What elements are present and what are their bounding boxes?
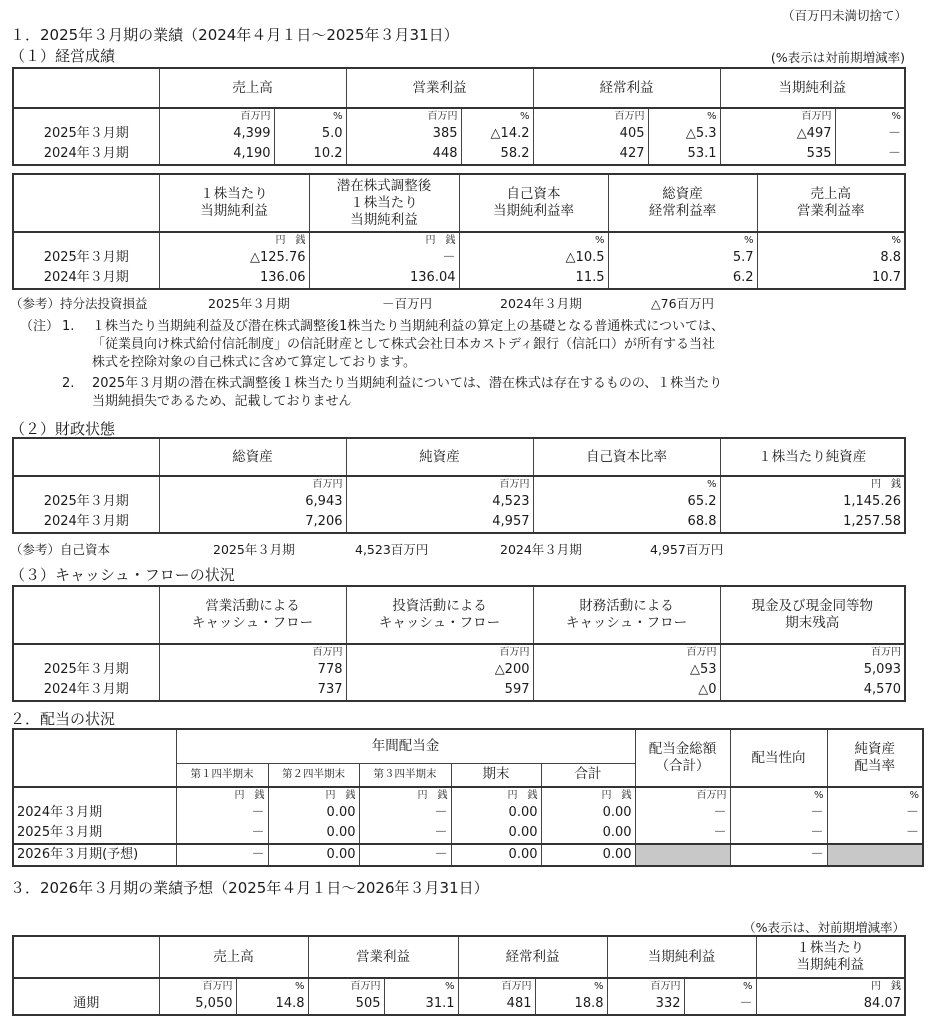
- table-row: [13, 512, 905, 533]
- header-financing-cf: 財務活動による キャッシュ・フロー: [533, 586, 720, 644]
- unit-cell: 円 銭: [159, 232, 309, 248]
- header-sales: 売上高: [159, 936, 308, 978]
- sub2-title: （２）財政状態: [10, 420, 116, 438]
- rounding-note: （百万円未満切捨て）: [781, 8, 907, 23]
- value-cell: 0.00: [451, 823, 541, 844]
- value-cell: －: [635, 803, 730, 823]
- value-cell: 0.00: [268, 803, 359, 823]
- unit-cell: 百万円: [159, 476, 346, 492]
- equity-period2: 2024年３月期: [500, 542, 582, 557]
- value-cell: 405: [533, 124, 648, 144]
- corner-cell: [13, 438, 159, 476]
- value-cell: 1,257.58: [720, 512, 905, 533]
- value-cell: 6.2: [608, 268, 757, 289]
- note1-number: 1.: [62, 319, 75, 334]
- unit-cell: 百万円: [533, 108, 648, 124]
- value-cell: －: [359, 803, 451, 823]
- header-total-assets: 総資産: [159, 438, 346, 476]
- corner-cell: [13, 936, 159, 978]
- value-cell: －: [827, 823, 923, 844]
- unit-cell: %: [384, 978, 458, 994]
- unit-cell: 百万円: [720, 644, 905, 660]
- value-cell: 332: [607, 994, 684, 1015]
- header-ordinary-income: 経常利益: [458, 936, 607, 978]
- header-payout-ratio: 配当性向: [730, 729, 827, 787]
- value-cell: 427: [533, 144, 648, 165]
- unit-cell: 百万円: [533, 644, 720, 660]
- unit-cell: 百万円: [346, 108, 461, 124]
- header-sales: 売上高: [159, 68, 346, 108]
- unit-cell: %: [608, 232, 757, 248]
- unit-blank: [13, 476, 159, 492]
- value-cell: －: [835, 124, 905, 144]
- unit-cell: 百万円: [607, 978, 684, 994]
- value-cell: 4,523: [346, 492, 533, 512]
- unit-blank: [13, 644, 159, 660]
- equity-value1: 4,523百万円: [355, 542, 429, 557]
- value-cell: －: [309, 248, 459, 268]
- row-label: 通期: [13, 994, 159, 1015]
- unit-cell: %: [757, 232, 905, 248]
- value-cell: 58.2: [461, 144, 533, 165]
- header-net-assets: 純資産: [346, 438, 533, 476]
- table-row: [13, 144, 905, 165]
- unit-cell: 百万円: [159, 108, 274, 124]
- value-cell: 6,943: [159, 492, 346, 512]
- table-row: [13, 823, 923, 844]
- shaded-cell: [827, 844, 923, 866]
- header-operating-margin: 売上高 営業利益率: [757, 174, 905, 232]
- value-cell: 0.00: [268, 823, 359, 844]
- equity-method-label: （参考）持分法投資損益: [10, 296, 148, 311]
- value-cell: 448: [346, 144, 461, 165]
- header-roe: 自己資本 当期純利益率: [459, 174, 608, 232]
- header-total-dividends: 配当金総額 （合計）: [635, 729, 730, 787]
- row-label: 2025年３月期: [13, 660, 159, 680]
- unit-cell: 円 銭: [756, 978, 905, 994]
- value-cell: △125.76: [159, 248, 309, 268]
- value-cell: △200: [346, 660, 533, 680]
- header-annual-dividends: 年間配当金: [176, 729, 635, 763]
- value-cell: 737: [159, 680, 346, 701]
- value-cell: －: [730, 844, 827, 866]
- unit-blank: [13, 108, 159, 124]
- equity-method-period1: 2025年３月期: [208, 296, 290, 311]
- note2-number: 2.: [62, 376, 75, 391]
- value-cell: 14.8: [236, 994, 308, 1015]
- table-row-forecast: [13, 844, 923, 866]
- section3-title: ３．2026年３月期の業績予想（2025年４月１日～2026年３月31日）: [10, 879, 489, 897]
- value-cell: 5.7: [608, 248, 757, 268]
- note1-line1: １株当たり当期純利益及び潜在株式調整後1株当たり当期純利益の算定上の基礎となる普通株式については、: [92, 319, 725, 334]
- unit-cell: %: [459, 232, 608, 248]
- value-cell: 8.8: [757, 248, 905, 268]
- value-cell: △5.3: [648, 124, 720, 144]
- header-net-income: 当期純利益: [720, 68, 905, 108]
- equity-method-period2: 2024年３月期: [500, 296, 582, 311]
- value-cell: 84.07: [756, 994, 905, 1015]
- value-cell: －: [730, 803, 827, 823]
- table-row: [13, 492, 905, 512]
- unit-cell: %: [648, 108, 720, 124]
- unit-cell: %: [835, 108, 905, 124]
- row-label: 2024年３月期: [13, 803, 176, 823]
- value-cell: △497: [720, 124, 835, 144]
- unit-cell: 円 銭: [359, 787, 451, 803]
- table-row: [13, 124, 905, 144]
- unit-cell: 円 銭: [720, 476, 905, 492]
- header-eps: １株当たり 当期純利益: [756, 936, 905, 978]
- header-dividend-on-equity: 純資産 配当率: [827, 729, 923, 787]
- unit-cell: 百万円: [159, 978, 236, 994]
- header-ordinary-income: 経常利益: [533, 68, 720, 108]
- value-cell: 4,570: [720, 680, 905, 701]
- value-cell: 5.0: [274, 124, 346, 144]
- corner-cell: [13, 174, 159, 232]
- dividends-table: [12, 728, 924, 867]
- value-cell: 10.7: [757, 268, 905, 289]
- value-cell: 1,145.26: [720, 492, 905, 512]
- unit-cell: 百万円: [159, 644, 346, 660]
- unit-cell: %: [730, 787, 827, 803]
- table-row: [13, 994, 905, 1015]
- unit-cell: 百万円: [458, 978, 535, 994]
- note2-line1: 2025年３月期の潜在株式調整後１株当たり当期純利益については、潜在株式は存在するものの、１株当たり: [92, 376, 723, 391]
- value-cell: △53: [533, 660, 720, 680]
- row-label: 2024年３月期: [13, 144, 159, 165]
- unit-cell: %: [684, 978, 756, 994]
- row-label: 2025年３月期: [13, 124, 159, 144]
- note1-line3: 株式を控除対象の自己株式に含めて算定しております。: [92, 355, 416, 370]
- header-q1-end: 第１四半期末: [176, 763, 268, 787]
- unit-blank: [13, 978, 159, 994]
- value-cell: 0.00: [451, 803, 541, 823]
- sub3-title: （３）キャッシュ・フローの状況: [10, 566, 235, 584]
- unit-cell: 百万円: [346, 476, 533, 492]
- unit-cell: %: [461, 108, 533, 124]
- header-q2-end: 第２四半期末: [268, 763, 359, 787]
- value-cell: △0: [533, 680, 720, 701]
- value-cell: 535: [720, 144, 835, 165]
- value-cell: －: [635, 823, 730, 844]
- value-cell: 65.2: [533, 492, 720, 512]
- equity-label: （参考）自己資本: [10, 542, 111, 557]
- value-cell: 0.00: [541, 803, 635, 823]
- unit-cell: 円 銭: [541, 787, 635, 803]
- value-cell: －: [176, 803, 268, 823]
- unit-cell: %: [533, 476, 720, 492]
- header-total: 合計: [541, 763, 635, 787]
- value-cell: 505: [308, 994, 384, 1015]
- header-investing-cf: 投資活動による キャッシュ・フロー: [346, 586, 533, 644]
- value-cell: 385: [346, 124, 461, 144]
- section1-title: １．2025年３月期の業績（2024年４月１日～2025年３月31日）: [10, 26, 459, 44]
- value-cell: －: [827, 803, 923, 823]
- value-cell: －: [835, 144, 905, 165]
- value-cell: －: [730, 823, 827, 844]
- unit-cell: 円 銭: [176, 787, 268, 803]
- header-year-end: 期末: [451, 763, 541, 787]
- unit-cell: 百万円: [308, 978, 384, 994]
- pct-note: (%表示は対前期増減率): [770, 50, 905, 65]
- note2-line2: 当期純損失であるため、記載しておりません: [92, 394, 352, 409]
- unit-blank: [13, 787, 176, 803]
- unit-cell: 百万円: [346, 644, 533, 660]
- value-cell: 5,050: [159, 994, 236, 1015]
- row-label: 2025年３月期: [13, 492, 159, 512]
- value-cell: 31.1: [384, 994, 458, 1015]
- value-cell: 0.00: [268, 844, 359, 866]
- value-cell: 10.2: [274, 144, 346, 165]
- value-cell: 481: [458, 994, 535, 1015]
- value-cell: 0.00: [541, 844, 635, 866]
- value-cell: 4,190: [159, 144, 274, 165]
- corner-cell: [13, 68, 159, 108]
- header-diluted-eps: 潜在株式調整後 １株当たり 当期純利益: [309, 174, 459, 232]
- unit-blank: [13, 232, 159, 248]
- equity-value2: 4,957百万円: [650, 542, 724, 557]
- equity-method-value2: △76百万円: [651, 296, 715, 311]
- section2-title: ２．配当の状況: [10, 710, 116, 728]
- header-equity-ratio: 自己資本比率: [533, 438, 720, 476]
- corner-cell: [13, 729, 176, 787]
- financial-position-table: [12, 437, 906, 534]
- header-operating-income: 営業利益: [308, 936, 458, 978]
- forecast-table: [12, 935, 906, 1016]
- value-cell: －: [176, 844, 268, 866]
- header-net-income: 当期純利益: [607, 936, 756, 978]
- value-cell: －: [359, 844, 451, 866]
- corner-cell: [13, 586, 159, 644]
- table-row: [13, 803, 923, 823]
- header-operating-income: 営業利益: [346, 68, 533, 108]
- notes-prefix: （注）: [20, 319, 60, 334]
- value-cell: －: [359, 823, 451, 844]
- cashflow-table: [12, 585, 906, 702]
- header-bps: １株当たり純資産: [720, 438, 905, 476]
- value-cell: △14.2: [461, 124, 533, 144]
- value-cell: 778: [159, 660, 346, 680]
- value-cell: 5,093: [720, 660, 905, 680]
- table-row: [13, 680, 905, 701]
- value-cell: 11.5: [459, 268, 608, 289]
- value-cell: 4,399: [159, 124, 274, 144]
- table-row: [13, 248, 905, 268]
- value-cell: －: [176, 823, 268, 844]
- row-label: 2025年３月期: [13, 248, 159, 268]
- header-eps: １株当たり 当期純利益: [159, 174, 309, 232]
- header-operating-cf: 営業活動による キャッシュ・フロー: [159, 586, 346, 644]
- header-cash-end: 現金及び現金同等物 期末残高: [720, 586, 905, 644]
- unit-cell: %: [535, 978, 607, 994]
- unit-cell: 円 銭: [309, 232, 459, 248]
- sub1-title: （１）経営成績: [10, 47, 116, 65]
- row-label: 2025年３月期: [13, 823, 176, 844]
- row-label: 2024年３月期: [13, 268, 159, 289]
- value-cell: 0.00: [541, 823, 635, 844]
- value-cell: 4,957: [346, 512, 533, 533]
- value-cell: 18.8: [535, 994, 607, 1015]
- unit-cell: 円 銭: [268, 787, 359, 803]
- unit-cell: 百万円: [635, 787, 730, 803]
- row-label: 2024年３月期: [13, 680, 159, 701]
- table-row: [13, 268, 905, 289]
- operating-results-table: [12, 67, 906, 166]
- row-label: 2026年３月期(予想): [13, 844, 176, 866]
- value-cell: 7,206: [159, 512, 346, 533]
- unit-cell: %: [827, 787, 923, 803]
- forecast-pct-note: （%表示は、対前期増減率）: [743, 920, 905, 935]
- table-row: [13, 660, 905, 680]
- value-cell: 53.1: [648, 144, 720, 165]
- row-label: 2024年３月期: [13, 512, 159, 533]
- value-cell: 597: [346, 680, 533, 701]
- value-cell: 68.8: [533, 512, 720, 533]
- value-cell: △10.5: [459, 248, 608, 268]
- header-q3-end: 第３四半期末: [359, 763, 451, 787]
- equity-method-value1: －百万円: [382, 296, 433, 311]
- note1-line2: 「従業員向け株式給付信託制度」の信託財産として株式会社日本カストディ銀行（信託口）が所有する当社: [92, 337, 715, 352]
- shaded-cell: [635, 844, 730, 866]
- unit-cell: %: [236, 978, 308, 994]
- unit-cell: 円 銭: [451, 787, 541, 803]
- value-cell: 136.04: [309, 268, 459, 289]
- header-roa: 総資産 経常利益率: [608, 174, 757, 232]
- value-cell: 0.00: [451, 844, 541, 866]
- per-share-table: [12, 173, 906, 290]
- unit-cell: %: [274, 108, 346, 124]
- equity-period1: 2025年３月期: [213, 542, 295, 557]
- value-cell: 136.06: [159, 268, 309, 289]
- unit-cell: 百万円: [720, 108, 835, 124]
- value-cell: －: [684, 994, 756, 1015]
